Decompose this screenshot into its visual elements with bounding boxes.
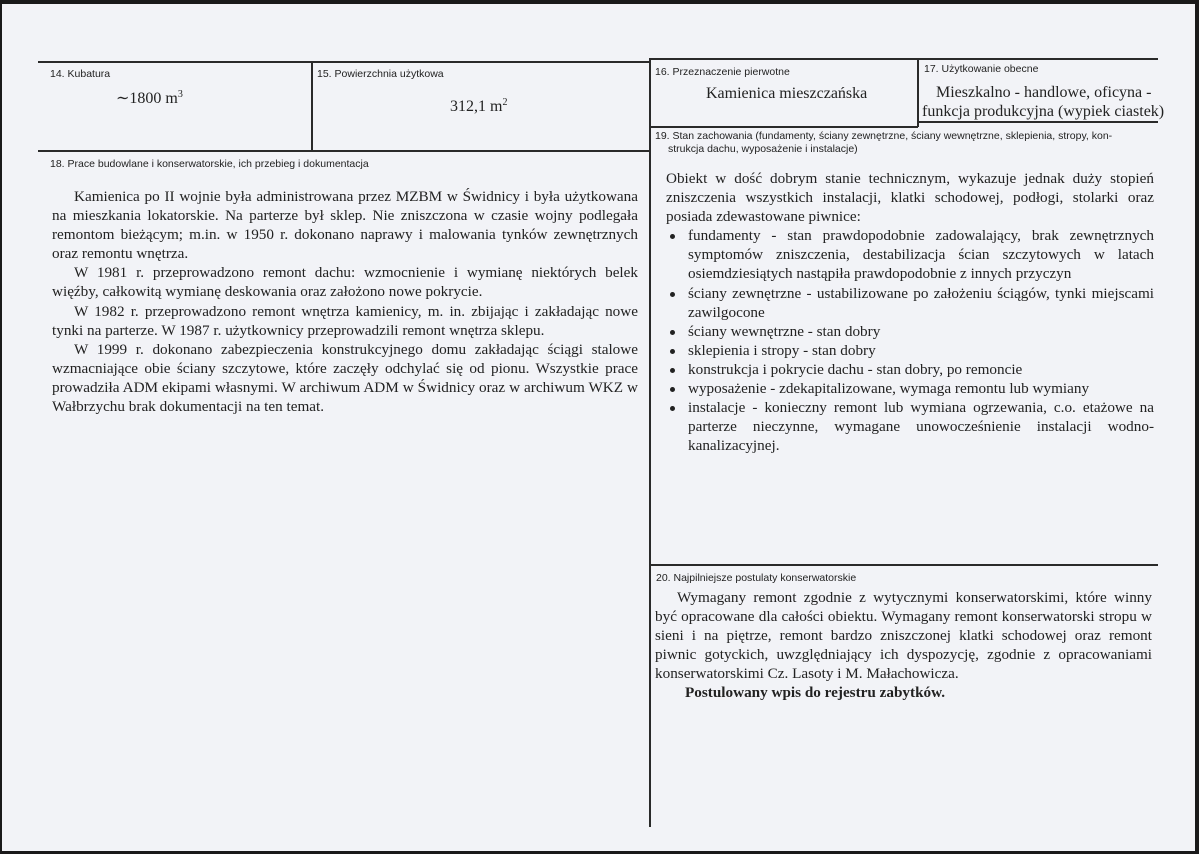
- document-page: [2, 4, 1195, 851]
- bullet-icon: [670, 292, 675, 297]
- field-19-intro: Obiekt w dość dobrym stanie technicznym, wykazuje jednak duży stopień zniszczenia wszystkich instalacji, klatki schodowej, podłogi, stolarki oraz posiada zdewastowane piwnice:: [666, 170, 1154, 226]
- bullet-icon: [670, 406, 675, 411]
- rule-row-20: [650, 564, 1158, 566]
- rule-top-left: [38, 61, 650, 63]
- field-14-label: 14. Kubatura: [50, 68, 111, 80]
- rule-row-17-bottom: [918, 121, 1158, 123]
- rule-main-divider: [649, 58, 651, 827]
- list-item: ściany wewnętrzne - stan dobry: [666, 322, 1154, 341]
- field-19-list: [666, 226, 1154, 455]
- field-19-label-line2: strukcja dachu, wyposażenie i instalacje): [668, 143, 858, 155]
- bullet-icon: [670, 387, 675, 392]
- field-17-value-line1: Mieszkalno - handlowe, oficyna -: [936, 84, 1152, 101]
- field-17-value-line2: funkcja produkcyjna (wypiek ciastek): [922, 103, 1165, 120]
- field-20-paragraph: Wymagany remont zgodnie z wytycznymi konserwatorskimi, które winny być opracowane dla całości obiektu. Wymagany remont konserwatorski stropu w sieni i na piętrze, remont bardzo zniszczonej klatki schodowej oraz remont piwnic gotyckich, uwzględniający ich dyspozycję, zgodnie z opracowaniami konserwatorskimi Cz. Lasoty i M. Małachowicza.: [655, 589, 1152, 683]
- list-item: ściany zewnętrzne - ustabilizowane po założeniu ściągów, tynki miejscami zawilgocone: [666, 284, 1154, 322]
- field-17-label: 17. Użytkowanie obecne: [924, 63, 1039, 75]
- field-19-label-line1: 19. Stan zachowania (fundamenty, ściany zewnętrzne, ściany wewnętrzne, sklepienia, stropy, kon-: [655, 130, 1113, 142]
- list-item: wyposażenie - zdekapitalizowane, wymaga remontu lub wymiany: [666, 379, 1154, 398]
- bullet-icon: [670, 330, 675, 335]
- rule-row-18: [38, 150, 650, 152]
- field-20-label: 20. Najpilniejsze postulaty konserwatorskie: [656, 572, 857, 584]
- bullet-icon: [670, 234, 675, 239]
- list-item: sklepienia i stropy - stan dobry: [666, 341, 1154, 360]
- rule-top-right: [650, 58, 1158, 60]
- field-14-value: ∼1800 $m^3$: [116, 89, 183, 107]
- rule-col-16-17: [917, 58, 919, 127]
- rule-row-19-left: [650, 126, 918, 128]
- field-18-paragraph: W 1982 r. przeprowadzono remont wnętrza kamienicy, m. in. zbijając i zakładając nowe tynki na parterze. W 1987 r. użytkownicy przeprowadzili remont wnętrza sklepu.: [52, 302, 638, 339]
- bullet-icon: [670, 368, 675, 373]
- field-16-value: Kamienica mieszczańska: [706, 85, 868, 102]
- list-item: fundamenty - stan prawdopodobnie zadowalający, brak zewnętrznych symptomów zniszczenia, destabilizacja ścian szczytowych w latach osiemdziesiątych nastąpiła prawdopodobnie z innych przyczyn: [666, 226, 1154, 283]
- field-20-bold-note: Postulowany wpis do rejestru zabytków.: [685, 684, 946, 702]
- field-18-paragraph: W 1999 r. dokonano zabezpieczenia konstrukcyjnego domu zakładając ściągi stalowe wzmacniające obie ściany szczytowe, które zaczęły odchylać się od pionu. Wszystkie prace prowadziła ADM ekipami własnymi. W archiwum ADM w Świdnicy oraz w archiwum WKZ w Wałbrzychu brak dokumentacji na ten temat.: [52, 340, 638, 416]
- field-18-paragraph: W 1981 r. przeprowadzono remont dachu: wzmocnienie i wymianę niektórych belek więźby, całkowitą wymianę deskowania oraz założono nowe pokrycie.: [52, 264, 638, 301]
- field-18-text: [52, 187, 638, 416]
- field-15-value: 312,1 $m^2$: [450, 97, 508, 115]
- bullet-icon: [670, 349, 675, 354]
- field-20-text: [655, 588, 1152, 703]
- field-16-label: 16. Przeznaczenie pierwotne: [655, 66, 790, 78]
- list-item: instalacje - konieczny remont lub wymiana ogrzewania, c.o. etażowe na parterze nieczynne, wymagane unowocześnienie instalacji wodno-kanalizacyjnej.: [666, 398, 1154, 455]
- rule-col-14-15: [311, 61, 313, 150]
- list-item: konstrukcja i pokrycie dachu - stan dobry, po remoncie: [666, 360, 1154, 379]
- field-19-text: [666, 169, 1154, 455]
- field-18-label: 18. Prace budowlane i konserwatorskie, ich przebieg i dokumentacja: [50, 158, 369, 170]
- field-15-label: 15. Powierzchnia użytkowa: [317, 68, 444, 80]
- field-18-paragraph: Kamienica po II wojnie była administrowana przez MZBM w Świdnicy i była użytkowana na mieszkania lokatorskie. Na parterze był sklep. Nie zniszczona w czasie wojny podlegała remontom bieżącym; m.in. w 1950 r. dokonano naprawy i malowania tynków zewnętrznych oraz remontu wnętrza.: [52, 188, 638, 263]
